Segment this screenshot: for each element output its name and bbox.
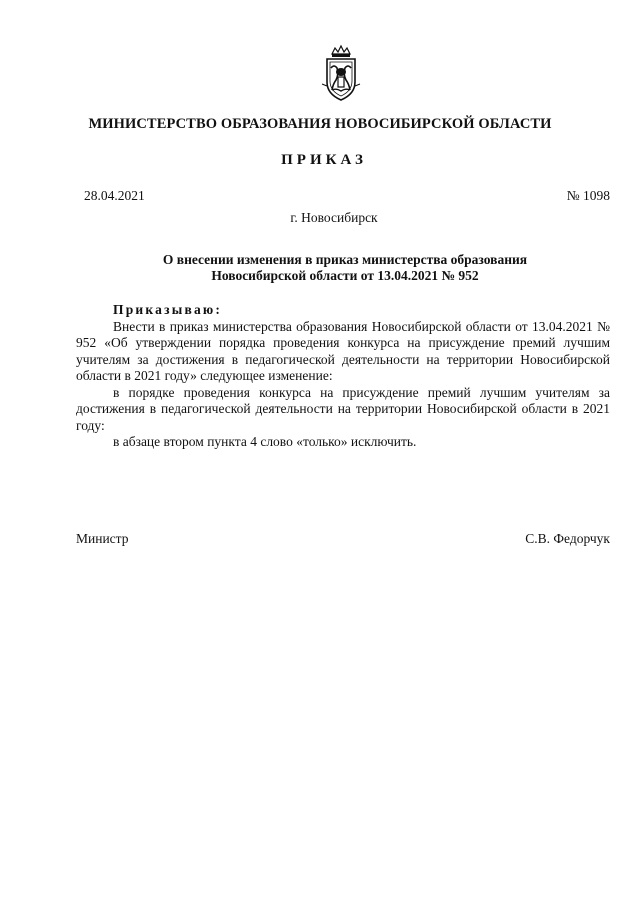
document-subject [100,252,590,284]
document-city: г. Новосибирск [290,210,378,225]
document-type: ПРИКАЗ [281,152,367,168]
signatory-name: С.В. Федорчук [525,531,610,546]
subject-line-2: Новосибирской области от 13.04.2021 № 952 [211,268,479,283]
body-paragraph-2: в порядке проведения конкурса на присуждение премий лучшим учителям за достижения в педагогической деятельности на территории Новосибирской области в 2021 году: [76,384,610,433]
subject-line-1: О внесении изменения в приказ министерства образования [162,252,528,267]
document-number: № 1098 [566,188,610,203]
body-paragraph-1: Внести в приказ министерства образования Новосибирской области от 13.04.2021 № 952 «Об утверждении порядка проведения конкурса на присуждение премий лучшим учителям за достижения в педагогической деятельности на территории Новосибирской области в 2021 году» следующее изменение: [76,318,610,383]
document-body [76,302,610,451]
ministry-name: МИНИСТЕРСТВО ОБРАЗОВАНИЯ НОВОСИБИРСКОЙ ОБЛАСТИ [88,116,552,132]
signatory-position: Министр [76,531,129,546]
body-paragraph-3: в абзаце втором пункта 4 слово «только» исключить. [113,434,417,449]
coat-of-arms-icon [318,44,364,104]
document-date: 28.04.2021 [84,188,145,203]
order-word: Приказываю: [113,302,223,317]
